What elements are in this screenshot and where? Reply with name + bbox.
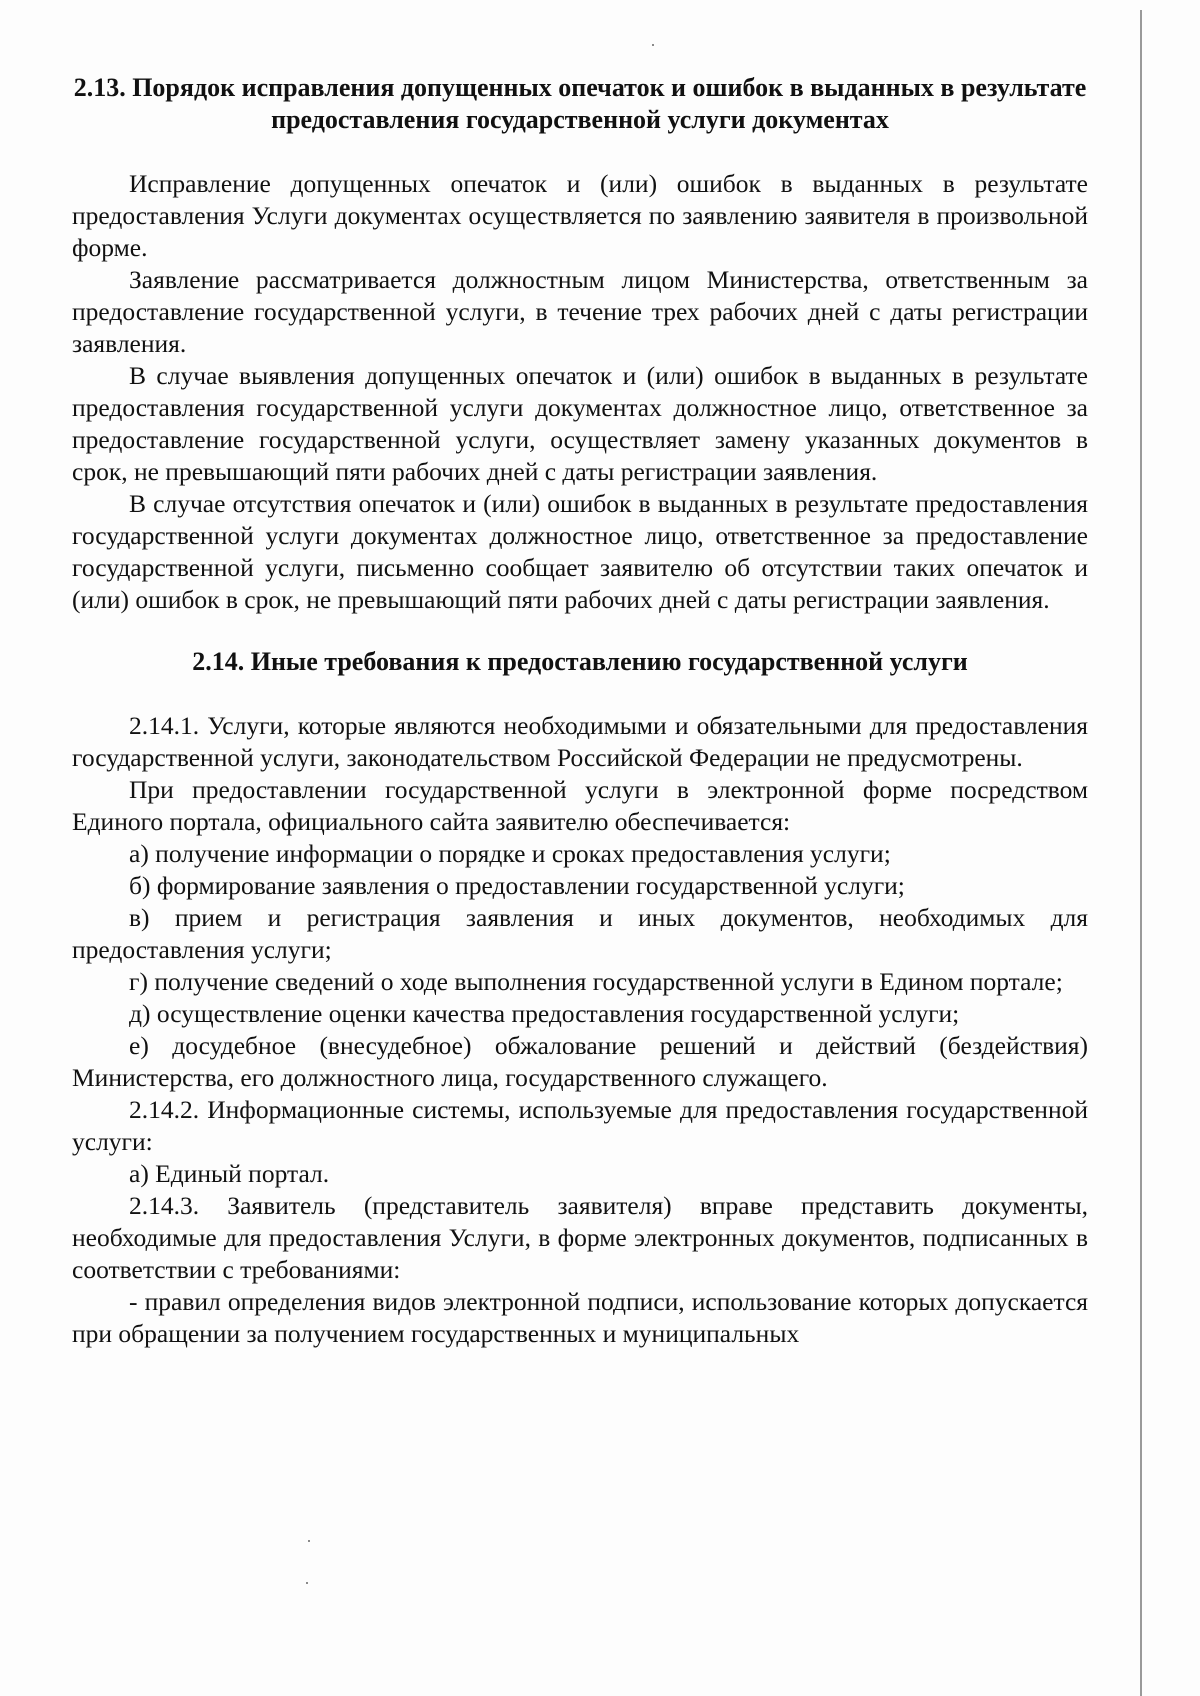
scan-speck (652, 44, 654, 46)
list-item: а) получение информации о порядке и сроках предоставления услуги; (129, 839, 891, 868)
scan-speck (308, 1540, 310, 1542)
paragraph: В случае выявления допущенных опечаток и (или) ошибок в выданных в результате предоставления государственной услуги документах должностное лицо, ответственное за предоставление государственной услуги, осуществляет замену указанных документов в срок, не превышающий пяти рабочих дней с даты регистрации заявления. (72, 361, 1088, 486)
paragraph: Заявление рассматривается должностным лицом Министерства, ответственным за предоставление государственной услуги, в течение трех рабочих дней с даты регистрации заявления. (72, 265, 1088, 358)
paragraph: 2.14.3. Заявитель (представитель заявителя) вправе представить документы, необходимые для предоставления Услуги, в форме электронных документов, подписанных в соответствии с требованиями: (72, 1191, 1088, 1284)
document-body (72, 72, 1088, 1350)
list-item: в) прием и регистрация заявления и иных документов, необходимых для предоставления услуги; (72, 903, 1088, 964)
paragraph: Исправление допущенных опечаток и (или) ошибок в выданных в результате предоставления Услуги документах осуществляется по заявлению заявителя в произвольной форме. (72, 169, 1088, 262)
list-item: а) Единый портал. (129, 1159, 330, 1188)
section-heading-2-13: 2.13. Порядок исправления допущенных опечаток и ошибок в выданных в результате предоставления государственной услуги документах (73, 73, 1087, 134)
list-item: г) получение сведений о ходе выполнения государственной услуги в Едином портале; (129, 967, 1063, 996)
scan-edge-line (1140, 10, 1142, 1696)
paragraph: 2.14.2. Информационные системы, используемые для предоставления государственной услуги: (72, 1095, 1088, 1156)
list-item: - правил определения видов электронной подписи, использование которых допускается при обращении за получением государственных и муниципальных (72, 1287, 1088, 1348)
list-item: д) осуществление оценки качества предоставления государственной услуги; (129, 999, 960, 1028)
section-heading-2-14: 2.14. Иные требования к предоставлению государственной услуги (192, 647, 968, 676)
paragraph: 2.14.1. Услуги, которые являются необходимыми и обязательными для предоставления государственной услуги, законодательством Российской Федерации не предусмотрены. (72, 711, 1088, 772)
list-item: б) формирование заявления о предоставлении государственной услуги; (129, 871, 905, 900)
paragraph: При предоставлении государственной услуги в электронной форме посредством Единого портала, официального сайта заявителю обеспечивается: (72, 775, 1088, 836)
paragraph: В случае отсутствия опечаток и (или) ошибок в выданных в результате предоставления государственной услуги документах должностное лицо, ответственное за предоставление государственной услуги, письменно сообщает заявителю об отсутствии таких опечаток и (или) ошибок в срок, не превышающий пяти рабочих дней с даты регистрации заявления. (72, 489, 1088, 614)
scan-speck (306, 1582, 308, 1584)
list-item: е) досудебное (внесудебное) обжалование решений и действий (бездействия) Министерства, его должностного лица, государственного служащего. (72, 1031, 1088, 1092)
